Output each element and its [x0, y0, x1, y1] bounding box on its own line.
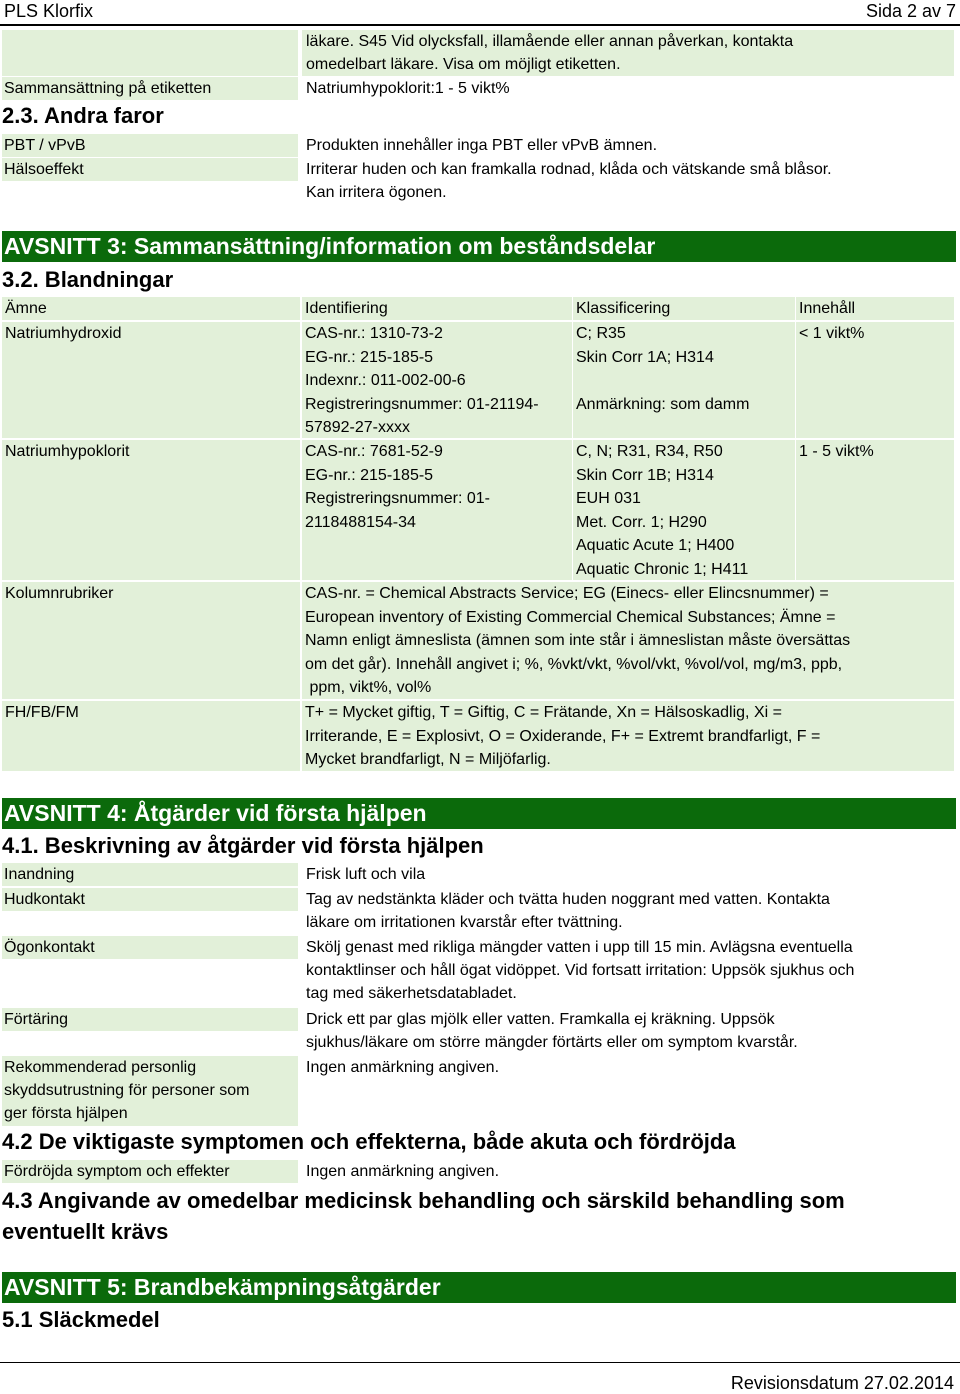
classification-line: C, N; R31, R34, R50 — [576, 443, 723, 460]
table-row-content: 1 - 5 vikt% — [796, 440, 954, 580]
continuation-line: omedelbart läkare. Visa om möjligt etiketten. — [306, 56, 621, 73]
section-5-heading: AVSNITT 5: Brandbekämpningsåtgärder — [2, 1272, 956, 1303]
ingestion-line: sjukhus/läkare om större mängder förtärts eller om symptom kvarstår. — [306, 1034, 798, 1051]
hazard-abbrev-label: FH/FB/FM — [2, 701, 300, 771]
inhalation-label: Inandning — [2, 863, 298, 886]
classification-line: Skin Corr 1B; H314 — [576, 466, 714, 484]
protective-equipment-label-line: skyddsutrustning för personer som — [4, 1082, 250, 1099]
legend-line: ppm, vikt%, vol% — [305, 679, 432, 696]
table-row-substance: Natriumhypoklorit — [2, 440, 300, 580]
legend-line: European inventory of Existing Commercial Chemical Substances; Ämne = — [305, 608, 836, 626]
table-row-classification — [573, 440, 795, 580]
classification-line: Met. Corr. 1; H290 — [576, 513, 707, 531]
classification-line: EUH 031 — [576, 490, 641, 507]
legend-line: CAS-nr. = Chemical Abstracts Service; EG (Einecs- eller Elincsnummer) = — [305, 585, 829, 602]
health-effect-label: Hälsoeffekt — [2, 158, 298, 181]
classification-line: C; R35 — [576, 325, 626, 342]
legend-line: Namn enligt ämneslista (ämnen som inte står i ämneslistan måste översättas — [305, 632, 851, 649]
ingestion-line: Drick ett par glas mjölk eller vatten. Framkalla ej kräkning. Uppsök — [306, 1011, 775, 1028]
subsection-4-1-title: 4.1. Beskrivning av åtgärder vid första hjälpen — [2, 833, 484, 858]
identification-line: 2118488154-34 — [305, 513, 416, 531]
hazard-abbrev-line: Mycket brandfarligt, N = Miljöfarlig. — [305, 751, 551, 768]
pbt-value: Produkten innehåller inga PBT eller vPvB ämnen. — [306, 137, 658, 154]
subsection-5-1-title: 5.1 Släckmedel — [2, 1307, 160, 1332]
classification-line — [576, 369, 795, 393]
classification-line: Anmärkning: som damm — [576, 395, 750, 413]
health-effect-line: Irriterar huden och kan framkalla rodnad, klåda och vätskande små blåsor. — [306, 161, 832, 178]
eye-contact-line: kontaktlinser och håll ögat vidöppet. Vid fortsatt irritation: Uppsök sjukhus och — [306, 962, 855, 979]
eye-contact-line: tag med säkerhetsdatabladet. — [306, 985, 517, 1002]
subsection-4-2-title: 4.2 De viktigaste symptomen och effekterna, både akuta och fördröjda — [2, 1129, 736, 1154]
column-header-classification: Klassificering — [573, 297, 795, 320]
continuation-label-cell — [2, 30, 298, 76]
legend-line: om det går). Innehåll angivet i; %, %vkt/vkt, %vol/vkt, %vol/vol, mg/m3, ppb, — [305, 655, 843, 673]
column-header-identification: Identifiering — [302, 297, 572, 320]
ingestion-value — [302, 1008, 798, 1054]
subsection-4-3-line: eventuellt krävs — [2, 1219, 169, 1244]
table-row-content: < 1 vikt% — [796, 322, 954, 438]
table-row-substance: Natriumhydroxid — [2, 322, 300, 438]
delayed-effects-value: Ingen anmärkning angiven. — [306, 1163, 500, 1180]
revision-date: Revisionsdatum 27.02.2014 — [730, 1373, 954, 1393]
section-3-heading: AVSNITT 3: Sammansättning/information om beståndsdelar — [2, 231, 956, 262]
skin-contact-value — [302, 888, 830, 934]
skin-contact-line: Tag av nedstänkta kläder och tvätta huden noggrant med vatten. Kontakta — [306, 891, 830, 908]
classification-line: Aquatic Acute 1; H400 — [576, 537, 735, 554]
subsection-2-3-title: 2.3. Andra faror — [2, 103, 164, 128]
delayed-effects-label: Fördröjda symptom och effekter — [2, 1160, 298, 1183]
identification-line: Indexnr.: 011-002-00-6 — [305, 372, 466, 389]
skin-contact-label: Hudkontakt — [2, 888, 298, 911]
protective-equipment-label — [2, 1056, 298, 1126]
table-row-identification — [302, 440, 572, 580]
classification-line: Aquatic Chronic 1; H411 — [576, 560, 749, 578]
health-effect-value — [302, 158, 832, 204]
identification-line: CAS-nr.: 1310-73-2 — [305, 325, 443, 342]
continuation-line: läkare. S45 Vid olycksfall, illamående eller annan påverkan, kontakta — [306, 33, 794, 50]
page-number: Sida 2 av 7 — [865, 1, 956, 21]
protective-equipment-value: Ingen anmärkning angiven. — [306, 1059, 500, 1076]
subsection-4-3-line: 4.3 Angivande av omedelbar medicinsk behandling och särskild behandling som — [2, 1188, 845, 1213]
subsection-4-3-title — [2, 1185, 845, 1247]
column-legend-label: Kolumnrubriker — [2, 582, 300, 699]
skin-contact-line: läkare om irritationen kvarstår efter tvättning. — [306, 914, 623, 931]
eye-contact-label: Ögonkontakt — [2, 936, 298, 959]
footer-divider — [0, 1362, 960, 1363]
subsection-3-2-title: 3.2. Blandningar — [2, 267, 174, 292]
identification-line: Registreringsnummer: 01-21194- — [305, 395, 539, 413]
identification-line: 57892-27-xxxx — [305, 419, 410, 436]
hazard-abbrev-text — [302, 701, 954, 771]
hazard-abbrev-line: Irriterande, E = Explosivt, O = Oxiderande, F+ = Extremt brandfarligt, F = — [305, 727, 821, 745]
header-divider — [0, 24, 960, 26]
hazard-abbrev-line: T+ = Mycket giftig, T = Giftig, C = Frätande, Xn = Hälsoskadlig, Xi = — [305, 704, 782, 721]
table-row-classification — [573, 322, 795, 438]
table-row-identification — [302, 322, 572, 438]
inhalation-value: Frisk luft och vila — [306, 866, 426, 883]
column-legend-text — [302, 582, 954, 699]
composition-label: Sammansättning på etiketten — [2, 77, 298, 100]
identification-line: Registreringsnummer: 01- — [305, 490, 490, 507]
continuation-text — [302, 30, 954, 76]
protective-equipment-label-line: ger första hjälpen — [4, 1105, 128, 1122]
column-header-content: Innehåll — [796, 297, 954, 320]
section-4-heading: AVSNITT 4: Åtgärder vid första hjälpen — [2, 798, 956, 829]
eye-contact-line: Skölj genast med rikliga mängder vatten i upp till 15 min. Avlägsna eventuella — [306, 939, 853, 956]
identification-line: EG-nr.: 215-185-5 — [305, 466, 434, 484]
document-title: PLS Klorfix — [4, 1, 94, 21]
column-header-substance: Ämne — [2, 297, 300, 320]
identification-line: EG-nr.: 215-185-5 — [305, 348, 434, 366]
ingestion-label: Förtäring — [2, 1008, 298, 1031]
identification-line: CAS-nr.: 7681-52-9 — [305, 443, 443, 460]
pbt-label: PBT / vPvB — [2, 134, 298, 157]
protective-equipment-label-line: Rekommenderad personlig — [4, 1059, 197, 1076]
classification-line: Skin Corr 1A; H314 — [576, 348, 714, 366]
composition-value: Natriumhypoklorit:1 - 5 vikt% — [306, 80, 510, 97]
eye-contact-value — [302, 936, 854, 1005]
health-effect-line: Kan irritera ögonen. — [306, 184, 447, 201]
